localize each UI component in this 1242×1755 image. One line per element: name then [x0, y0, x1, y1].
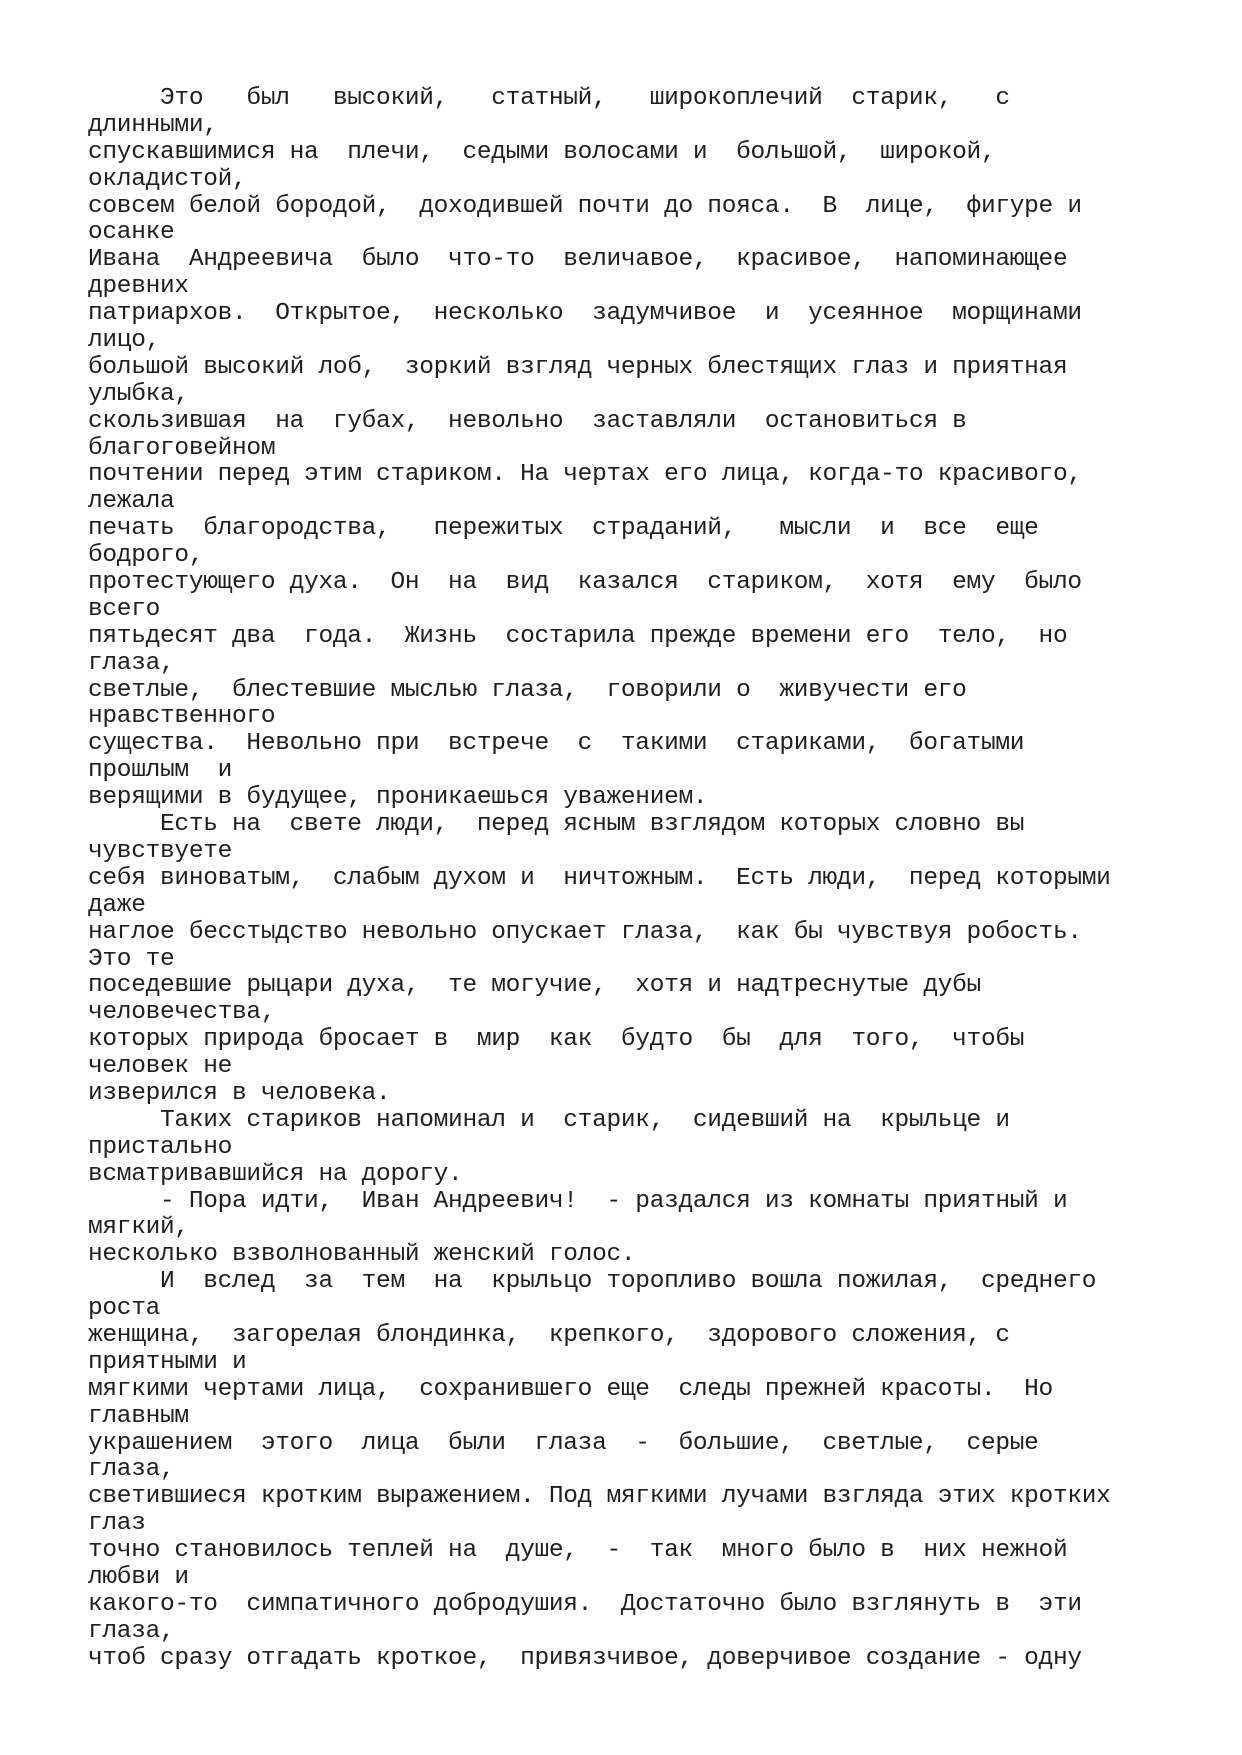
- text-line: роста: [88, 1295, 161, 1323]
- text-line: почтении перед этим стариком. На чертах его лица, когда-то красивого,: [88, 461, 1082, 489]
- text-line: точно становилось теплей на душе, - так много было в них нежной: [88, 1537, 1068, 1565]
- text-line: длинными,: [88, 111, 218, 139]
- text-line: Это был высокий, статный, широкоплечий старик, с: [88, 85, 1010, 112]
- text-line: большой высокий лоб, зоркий взгляд черных блестящих глаз и приятная: [88, 353, 1068, 381]
- text-line: древних: [88, 273, 189, 301]
- text-line: - Пора идти, Иван Андреевич! - раздался из комнаты приятный и: [88, 1187, 1068, 1215]
- text-line: прошлым и: [88, 757, 233, 785]
- text-line: приятными и: [88, 1348, 247, 1376]
- text-line: наглое бесстыдство невольно опускает глаза, как бы чувствуя робость.: [88, 918, 1082, 946]
- text-line: человек не: [88, 1053, 233, 1081]
- text-line: лицо,: [88, 327, 161, 355]
- text-line: мягкий,: [88, 1214, 189, 1242]
- text-line: чувствуете: [88, 837, 233, 865]
- text-line: главным: [88, 1402, 189, 1430]
- text-line: женщина, загорелая блондинка, крепкого, здорового сложения, с: [88, 1321, 1010, 1349]
- text-line: всего: [88, 595, 161, 623]
- text-line: несколько взволнованный женский голос.: [88, 1241, 636, 1269]
- text-line: которых природа бросает в мир как будто бы для того, чтобы: [88, 1026, 1025, 1054]
- text-line: светлые, блестевшие мыслью глаза, говорили о живучести его: [88, 676, 967, 704]
- text-line: какого-то симпатичного добродушия. Достаточно было взглянуть в эти: [88, 1590, 1082, 1618]
- text-line: глаза,: [88, 1617, 175, 1645]
- text-line: любви и: [88, 1563, 189, 1591]
- text-line: Есть на свете люди, перед ясным взглядом которых словно вы: [88, 811, 1025, 839]
- text-line: протестующего духа. Он на вид казался стариком, хотя ему было: [88, 569, 1082, 597]
- text-line: бодрого,: [88, 542, 204, 570]
- text-line: даже: [88, 891, 146, 919]
- text-line: изверился в человека.: [88, 1079, 391, 1107]
- text-line: глаз: [88, 1510, 146, 1538]
- text-line: осанке: [88, 219, 175, 247]
- text-line: человечества,: [88, 999, 276, 1027]
- text-line: скользившая на губах, невольно заставляли остановиться в: [88, 407, 967, 435]
- text-line: нравственного: [88, 703, 276, 731]
- text-line: Ивана Андреевича было что-то величавое, красивое, напоминающее: [88, 246, 1068, 274]
- text-line: верящими в будущее, проникаешься уважением.: [88, 784, 708, 812]
- text-line: печать благородства, пережитых страданий, мысли и все еще: [88, 515, 1039, 543]
- text-line: глаза,: [88, 649, 175, 677]
- text-line: И вслед за тем на крыльцо торопливо вошла пожилая, среднего: [88, 1268, 1097, 1296]
- text-line: украшением этого лица были глаза - большие, светлые, серые: [88, 1429, 1039, 1457]
- text-line: совсем белой бородой, доходившей почти до пояса. В лице, фигуре и: [88, 192, 1082, 220]
- text-line: улыбка,: [88, 380, 189, 408]
- text-line: патриархов. Открытое, несколько задумчивое и усеянное морщинами: [88, 300, 1082, 328]
- document-body-text: [88, 86, 1208, 1673]
- text-line: пятьдесят два года. Жизнь состарила прежде времени его тело, но: [88, 622, 1068, 650]
- text-line: всматривавшийся на дорогу.: [88, 1160, 463, 1188]
- text-line: светившиеся кротким выражением. Под мягкими лучами взгляда этих кротких: [88, 1483, 1111, 1511]
- text-line: глаза,: [88, 1456, 175, 1484]
- text-line: поседевшие рыцари духа, те могучие, хотя и надтреснутые дубы: [88, 972, 981, 1000]
- text-line: чтоб сразу отгадать кроткое, привязчивое, доверчивое создание - одну: [88, 1644, 1082, 1672]
- text-line: окладистой,: [88, 165, 247, 193]
- text-line: Это те: [88, 945, 175, 973]
- text-line: лежала: [88, 488, 175, 516]
- text-line: благоговейном: [88, 434, 276, 462]
- text-line: мягкими чертами лица, сохранившего еще следы прежней красоты. Но: [88, 1375, 1053, 1403]
- text-line: спускавшимися на плечи, седыми волосами и большой, широкой,: [88, 138, 996, 166]
- text-line: себя виноватым, слабым духом и ничтожным. Есть люди, перед которыми: [88, 864, 1111, 892]
- text-line: пристально: [88, 1133, 233, 1161]
- text-line: существа. Невольно при встрече с такими стариками, богатыми: [88, 730, 1025, 758]
- text-line: Таких стариков напоминал и старик, сидевший на крыльце и: [88, 1106, 1010, 1134]
